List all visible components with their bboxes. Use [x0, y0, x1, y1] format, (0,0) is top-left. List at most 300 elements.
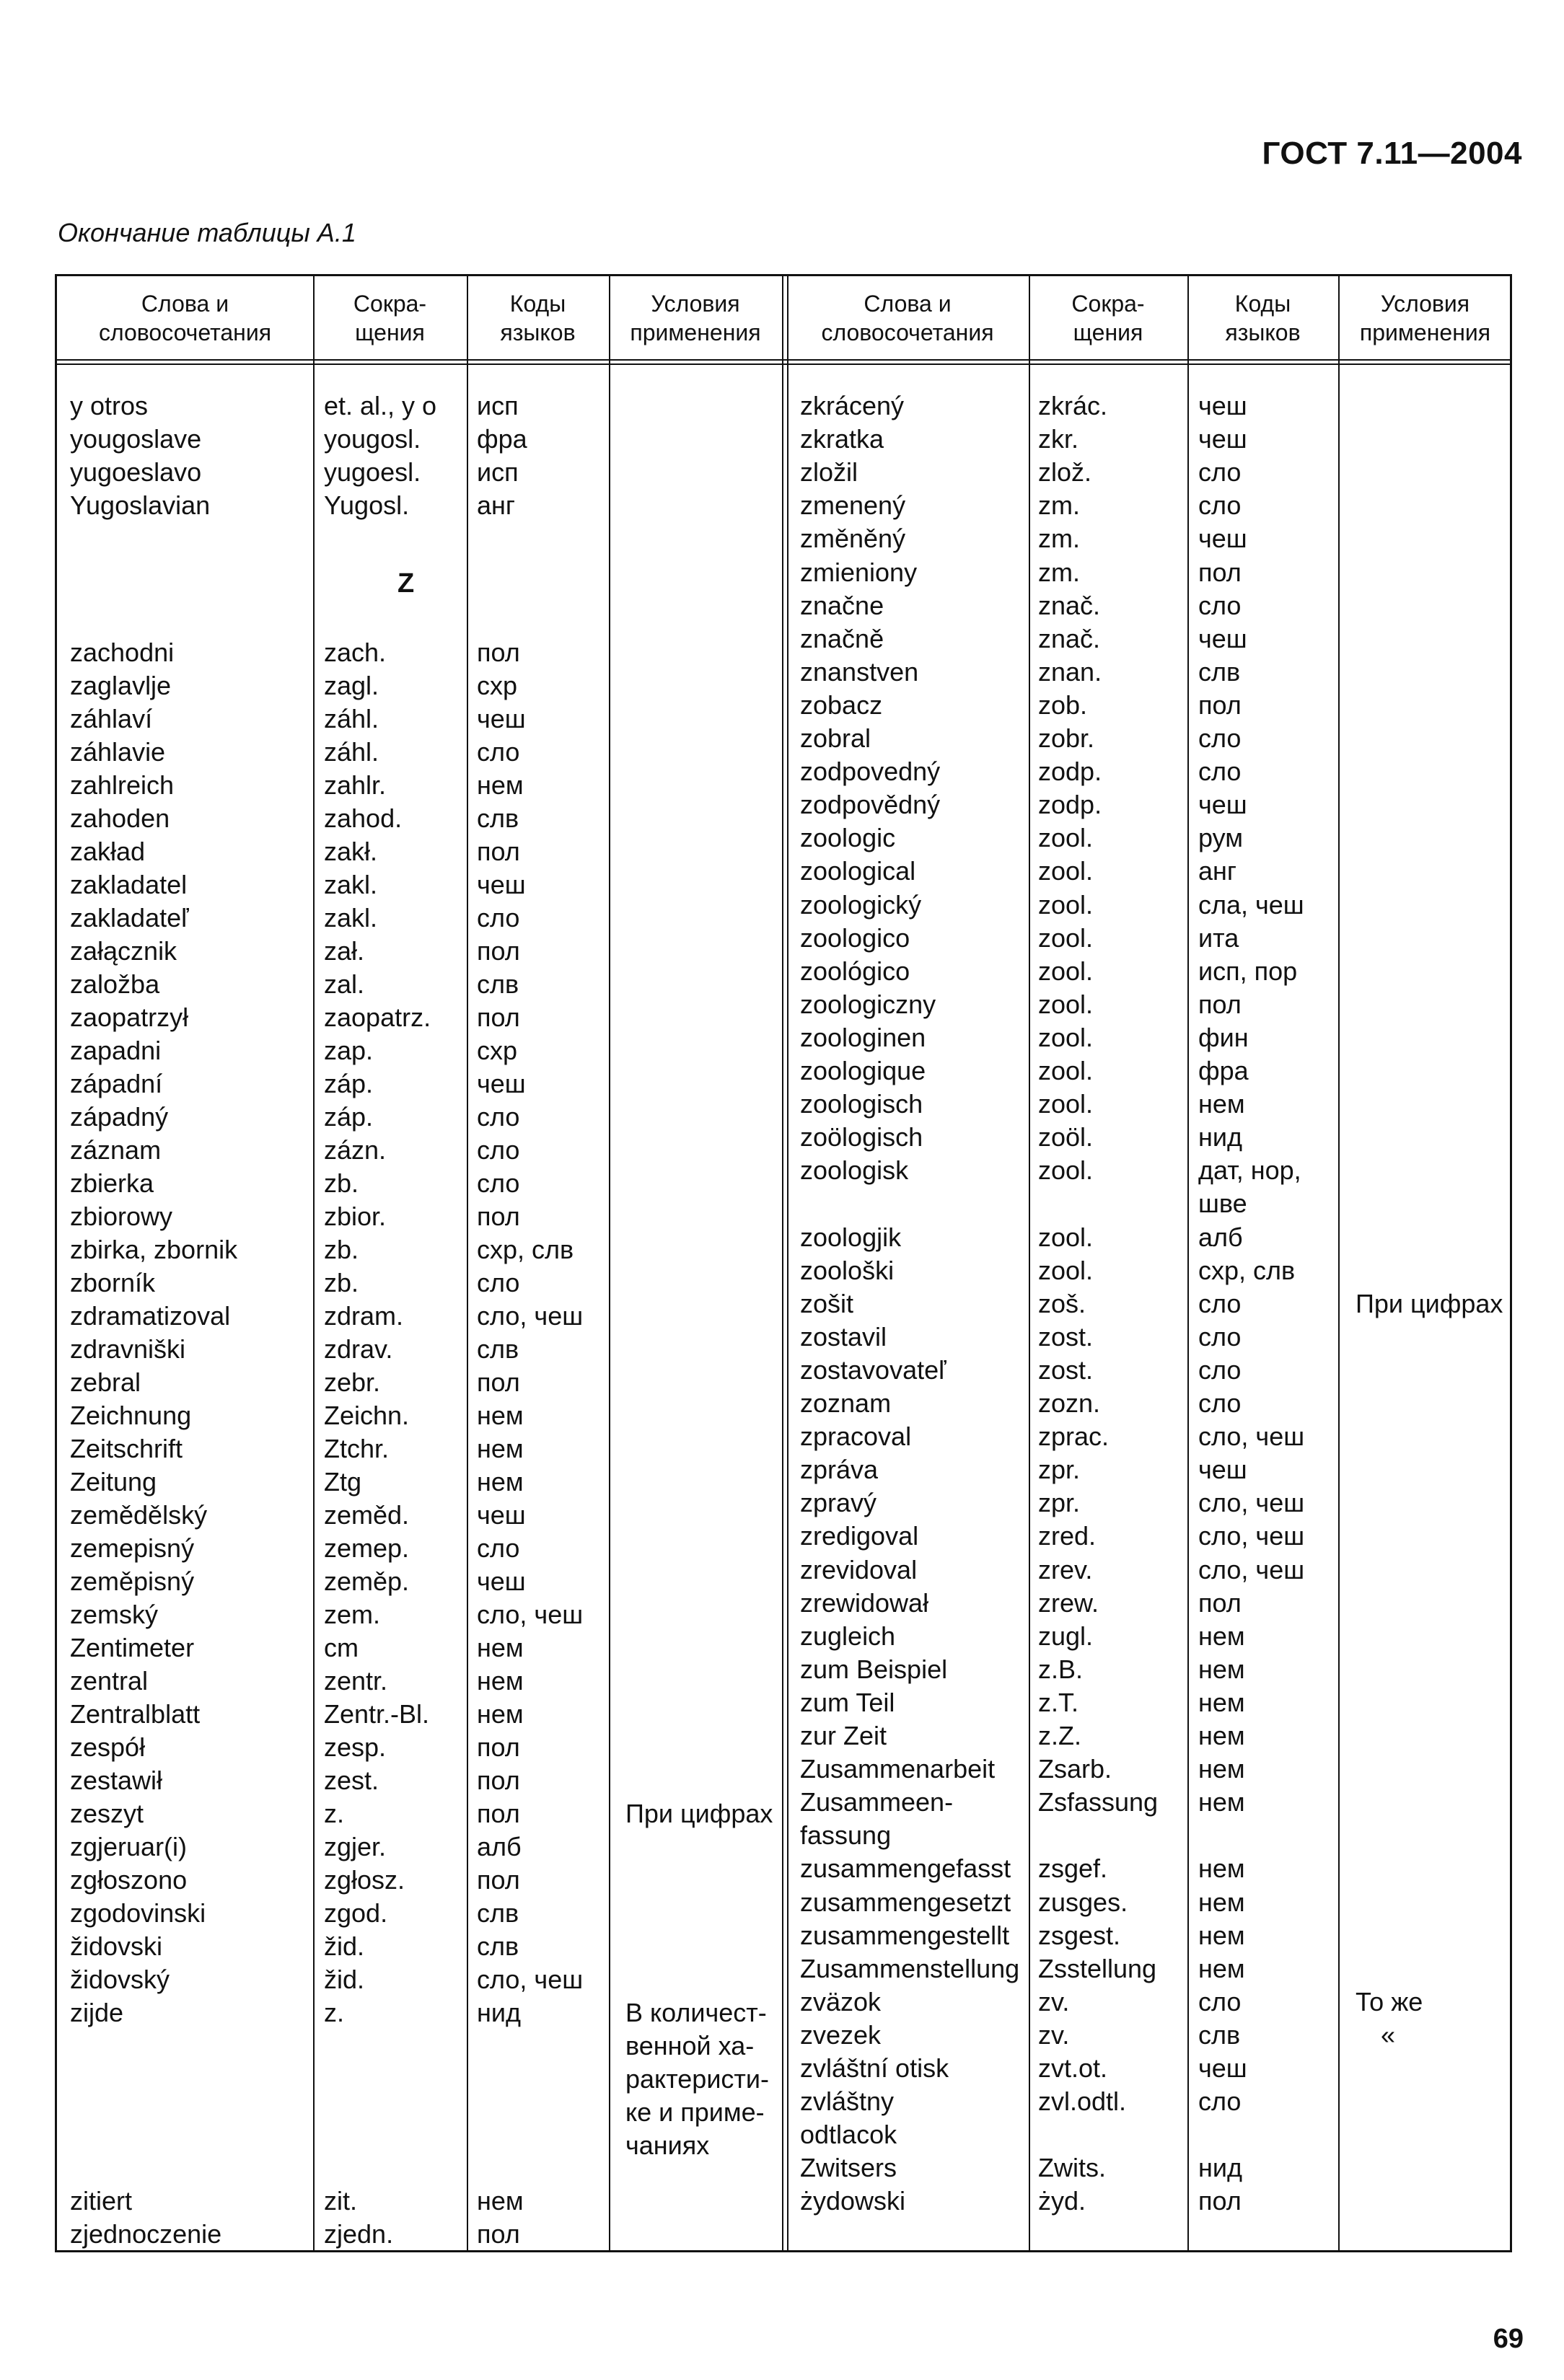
- code-cell: схр: [477, 671, 518, 700]
- abbr-cell: yougosl.: [324, 424, 421, 454]
- word-cell: zjednoczenie: [70, 2219, 222, 2249]
- col-divider: [1029, 276, 1030, 2250]
- abbr-cell: zb.: [324, 1235, 359, 1264]
- word-cell: zbierka: [70, 1168, 154, 1198]
- word-cell: Zusammenarbeit: [800, 1754, 996, 1784]
- code-cell: чеш: [477, 704, 526, 733]
- code-cell: пол: [1198, 989, 1242, 1019]
- abbr-cell: zool.: [1038, 1222, 1094, 1252]
- word-cell: zrevidoval: [800, 1554, 918, 1585]
- abbr-cell: zsgest.: [1038, 1920, 1121, 1950]
- code-cell: пол: [477, 1732, 520, 1762]
- word-cell: zodpovedný: [800, 757, 941, 787]
- word-cell: zestawił: [70, 1766, 163, 1795]
- word-cell: zaopatrzył: [70, 1002, 189, 1032]
- code-cell: чеш: [477, 1069, 526, 1098]
- abbr-cell: zv.: [1038, 2019, 1070, 2050]
- abbr-cell: zusges.: [1038, 1887, 1128, 1917]
- code-cell: сло: [477, 1135, 520, 1165]
- abbr-cell: zahlr.: [324, 770, 387, 800]
- header-cell: [1029, 289, 1187, 347]
- abbr-cell: žid.: [324, 1965, 365, 1994]
- abbr-cell: zemep.: [324, 1533, 410, 1563]
- col-divider: [313, 276, 315, 2250]
- code-cell: сло: [477, 1168, 520, 1198]
- header-line: Слова и: [141, 291, 229, 317]
- word-cell: fassung: [800, 1820, 892, 1851]
- word-cell: zijde: [70, 1998, 124, 2027]
- word-cell: zoznam: [800, 1388, 892, 1418]
- code-cell: сло: [477, 737, 520, 767]
- word-cell: odtlacok: [800, 2120, 897, 2150]
- abbr-cell: zool.: [1038, 956, 1094, 986]
- word-cell: značně: [800, 623, 884, 653]
- abbr-cell: zakl.: [324, 903, 378, 933]
- code-cell: нем: [1198, 1089, 1245, 1119]
- word-cell: zostavovateľ: [800, 1354, 946, 1385]
- word-cell: zakład: [70, 837, 146, 866]
- word-cell: zoologiczny: [800, 989, 936, 1019]
- header-line: Условия: [651, 291, 740, 317]
- code-cell: нем: [477, 1401, 524, 1430]
- code-cell: сло, чеш: [1198, 1488, 1305, 1518]
- word-cell: zaglavlje: [70, 671, 172, 700]
- word-cell: zošit: [800, 1288, 854, 1318]
- abbr-cell: zvt.ot.: [1038, 2053, 1108, 2083]
- code-cell: пол: [477, 638, 520, 667]
- word-cell: zoológico: [800, 956, 910, 986]
- word-cell: zahoden: [70, 803, 170, 833]
- code-cell: сло: [1198, 1288, 1242, 1318]
- word-cell: zakladatel: [70, 870, 188, 899]
- abbr-cell: zoöl.: [1038, 1122, 1094, 1152]
- word-cell: zvezek: [800, 2019, 882, 2050]
- abbr-cell: Yugosl.: [324, 490, 410, 520]
- code-cell: сло, чеш: [477, 1301, 584, 1331]
- abbr-cell: zal.: [324, 969, 365, 999]
- word-cell: zborník: [70, 1268, 156, 1297]
- code-cell: нем: [477, 1699, 524, 1729]
- abbr-cell: z.B.: [1038, 1654, 1084, 1684]
- abbr-cell: z.Z.: [1038, 1721, 1081, 1750]
- abbr-cell: zebr.: [324, 1367, 381, 1397]
- header-line: Слова и: [864, 291, 952, 317]
- code-cell: нем: [1198, 1721, 1245, 1750]
- word-cell: zdravniški: [70, 1334, 186, 1364]
- abbr-cell: zaopatrz.: [324, 1002, 431, 1032]
- code-cell: чеш: [1198, 623, 1247, 653]
- abbr-cell: žid.: [324, 1931, 365, 1961]
- word-cell: Zusammeen-: [800, 1787, 954, 1817]
- header-line: Коды: [509, 291, 566, 317]
- code-cell: схр, слв: [1198, 1255, 1296, 1285]
- code-cell: сло, чеш: [1198, 1521, 1305, 1551]
- code-cell: сло: [477, 903, 520, 933]
- word-cell: zusammengesetzt: [800, 1887, 1011, 1917]
- code-cell: нем: [1198, 1953, 1245, 1983]
- abbr-cell: Ztchr.: [324, 1434, 390, 1463]
- abbr-cell: z.: [324, 1998, 345, 2027]
- code-cell: сло: [1198, 590, 1242, 620]
- abbr-cell: zpr.: [1038, 1488, 1081, 1518]
- word-cell: znanstven: [800, 656, 919, 687]
- condition-line: ке и приме-: [625, 2097, 765, 2127]
- code-cell: нем: [477, 1434, 524, 1463]
- abbr-cell: znač.: [1038, 623, 1101, 653]
- table-center-divider: [782, 276, 783, 2250]
- word-cell: zoologický: [800, 889, 922, 920]
- code-cell: сло: [1198, 757, 1242, 787]
- abbr-cell: zkrác.: [1038, 391, 1108, 420]
- word-cell: zusammengestellt: [800, 1920, 1010, 1950]
- word-cell: zitiert: [70, 2186, 133, 2216]
- abbr-cell: Zsfassung: [1038, 1787, 1159, 1817]
- word-cell: zeměpisný: [70, 1566, 195, 1596]
- code-cell: пол: [477, 1865, 520, 1895]
- header-line: словосочетания: [98, 319, 272, 345]
- word-cell: zložil: [800, 457, 858, 488]
- abbr-cell: zm.: [1038, 557, 1080, 587]
- code-cell: нид: [1198, 2153, 1242, 2183]
- code-cell: сло: [1198, 2086, 1242, 2117]
- word-cell: zmieniony: [800, 557, 918, 587]
- abbr-cell: zlož.: [1038, 457, 1092, 488]
- code-cell: пол: [477, 1766, 520, 1795]
- word-cell: zemepisný: [70, 1533, 195, 1563]
- word-cell: zvláštní otisk: [800, 2053, 949, 2083]
- word-cell: zoölogisch: [800, 1122, 923, 1152]
- word-cell: zoologisk: [800, 1155, 909, 1186]
- word-cell: Yugoslavian: [70, 490, 211, 520]
- word-cell: zentral: [70, 1666, 149, 1696]
- abbr-cell: yugoesl.: [324, 457, 421, 487]
- code-cell: пол: [477, 1002, 520, 1032]
- code-cell: сло: [1198, 1986, 1242, 2017]
- code-cell: пол: [477, 1367, 520, 1397]
- word-cell: Zusammenstellung: [800, 1953, 1020, 1983]
- code-cell: исп: [477, 391, 519, 420]
- word-cell: zpráva: [800, 1455, 879, 1485]
- condition-cell: При цифрах: [625, 1799, 773, 1828]
- code-cell: нид: [477, 1998, 521, 2027]
- abbr-cell: zest.: [324, 1766, 379, 1795]
- code-cell: чеш: [477, 1566, 526, 1596]
- abbr-cell: zb.: [324, 1268, 359, 1297]
- col-divider: [1187, 276, 1189, 2250]
- word-cell: zrewidował: [800, 1587, 929, 1618]
- abbr-cell: zobr.: [1038, 723, 1095, 753]
- word-cell: zusammengefasst: [800, 1854, 1011, 1884]
- code-cell: пол: [477, 1799, 520, 1828]
- word-cell: zachodni: [70, 638, 175, 667]
- header-rule-double: [57, 363, 1510, 365]
- word-cell: zoologique: [800, 1056, 926, 1085]
- abbr-cell: zodp.: [1038, 757, 1102, 787]
- header-cell: [313, 289, 467, 347]
- code-cell: слв: [477, 969, 519, 999]
- code-cell: сло: [477, 1533, 520, 1563]
- word-cell: zahlreich: [70, 770, 175, 800]
- word-cell: yugoeslavo: [70, 457, 202, 487]
- code-cell: нем: [1198, 1787, 1245, 1817]
- code-cell: чеш: [1198, 524, 1247, 554]
- code-cell: пол: [1198, 689, 1242, 720]
- condition-line: рактеристи-: [625, 2064, 770, 2094]
- abbr-cell: zprac.: [1038, 1422, 1110, 1452]
- header-line: применения: [1359, 319, 1491, 345]
- abbr-cell: Zsarb.: [1038, 1754, 1112, 1784]
- abbr-cell: zgod.: [324, 1898, 388, 1928]
- header-line: Сокра-: [1071, 291, 1145, 317]
- abbr-cell: zentr.: [324, 1666, 388, 1696]
- condition-line: чаниях: [625, 2130, 710, 2160]
- abbr-cell: zázn.: [324, 1135, 387, 1165]
- header-line: применения: [630, 319, 761, 345]
- word-cell: y otros: [70, 391, 149, 420]
- word-cell: židovski: [70, 1931, 163, 1961]
- abbr-cell: żyd.: [1038, 2186, 1086, 2216]
- code-cell: чеш: [1198, 391, 1247, 420]
- word-cell: židovský: [70, 1965, 170, 1994]
- abbr-cell: zagl.: [324, 671, 379, 700]
- word-cell: západní: [70, 1069, 163, 1098]
- word-cell: západný: [70, 1102, 169, 1132]
- abbr-cell: zeměp.: [324, 1566, 410, 1596]
- header-rule: [57, 359, 1510, 361]
- abbr-cell: z.: [324, 1799, 345, 1828]
- word-cell: zoologic: [800, 823, 896, 853]
- abbr-cell: zsgef.: [1038, 1854, 1108, 1884]
- code-cell: фра: [477, 424, 527, 454]
- code-cell: чеш: [1198, 1455, 1247, 1485]
- code-cell: чеш: [477, 870, 526, 899]
- word-cell: zapadni: [70, 1036, 162, 1065]
- code-cell: ита: [1198, 922, 1239, 953]
- word-cell: zoological: [800, 856, 916, 886]
- code-cell: пол: [477, 1202, 520, 1231]
- word-cell: zugleich: [800, 1621, 896, 1651]
- abbr-cell: záhl.: [324, 704, 379, 733]
- code-cell: слв: [477, 1334, 519, 1364]
- word-cell: zodpovědný: [800, 790, 941, 820]
- word-cell: zkratka: [800, 424, 884, 454]
- word-cell: zkrácený: [800, 391, 905, 420]
- abbr-cell: zrew.: [1038, 1587, 1099, 1618]
- code-cell: нем: [1198, 1687, 1245, 1717]
- code-cell: фра: [1198, 1056, 1249, 1085]
- abbr-cell: zost.: [1038, 1321, 1094, 1352]
- code-cell: чеш: [1198, 424, 1247, 454]
- abbr-cell: zahod.: [324, 803, 403, 833]
- abbr-cell: zool.: [1038, 989, 1094, 1019]
- code-cell: шве: [1198, 1189, 1247, 1219]
- code-cell: нем: [477, 2186, 524, 2216]
- word-cell: zgodovinski: [70, 1898, 206, 1928]
- col-divider: [467, 276, 468, 2250]
- word-cell: zgjeruar(i): [70, 1832, 188, 1861]
- abbr-cell: zob.: [1038, 689, 1088, 720]
- code-cell: пол: [477, 936, 520, 966]
- word-cell: zum Beispiel: [800, 1654, 948, 1684]
- word-cell: značne: [800, 590, 884, 620]
- abbr-cell: zjedn.: [324, 2219, 394, 2249]
- header-line: Сокра-: [353, 291, 427, 317]
- abbr-cell: Zwits.: [1038, 2153, 1106, 2183]
- word-cell: zobral: [800, 723, 871, 753]
- header-line: словосочетания: [821, 319, 994, 345]
- abbr-cell: zost.: [1038, 1354, 1094, 1385]
- abbr-cell: zool.: [1038, 889, 1094, 920]
- code-cell: нем: [477, 1467, 524, 1497]
- code-cell: алб: [477, 1832, 522, 1861]
- abbr-cell: zeměd.: [324, 1500, 410, 1530]
- abbr-cell: zool.: [1038, 1089, 1094, 1119]
- word-cell: zobacz: [800, 689, 883, 720]
- abbr-cell: zdrav.: [324, 1334, 393, 1364]
- code-cell: нем: [1198, 1621, 1245, 1651]
- code-cell: слв: [1198, 2019, 1241, 2050]
- code-cell: сло: [477, 1102, 520, 1132]
- code-cell: нем: [1198, 1920, 1245, 1950]
- col-divider: [609, 276, 610, 2250]
- code-cell: нем: [1198, 1887, 1245, 1917]
- code-cell: исп, пор: [1198, 956, 1298, 986]
- word-cell: záznam: [70, 1135, 162, 1165]
- word-cell: zredigoval: [800, 1521, 919, 1551]
- code-cell: сло: [1198, 457, 1242, 488]
- abbr-cell: zał.: [324, 936, 365, 966]
- abbr-cell: et. al., y o: [324, 391, 437, 420]
- word-cell: zum Teil: [800, 1687, 895, 1717]
- code-cell: пол: [1198, 1587, 1242, 1618]
- code-cell: рум: [1198, 823, 1243, 853]
- code-cell: сло: [1198, 1354, 1242, 1385]
- abbr-cell: zool.: [1038, 823, 1094, 853]
- code-cell: пол: [477, 2219, 520, 2249]
- abbr-cell: z.T.: [1038, 1687, 1079, 1717]
- abbr-cell: zgjer.: [324, 1832, 387, 1861]
- word-cell: żydowski: [800, 2186, 906, 2216]
- header-line: языков: [1225, 319, 1301, 345]
- abbr-cell: zb.: [324, 1168, 359, 1198]
- code-cell: пол: [477, 837, 520, 866]
- word-cell: zostavil: [800, 1321, 887, 1352]
- code-cell: анг: [1198, 856, 1237, 886]
- code-cell: исп: [477, 457, 519, 487]
- header-cell: [57, 289, 313, 347]
- condition-cell: То же: [1356, 1986, 1423, 2017]
- word-cell: zakladateľ: [70, 903, 189, 933]
- code-cell: фин: [1198, 1022, 1249, 1052]
- abbr-cell: cm: [324, 1633, 359, 1662]
- header-line: щения: [355, 319, 425, 345]
- abbr-cell: zool.: [1038, 1056, 1094, 1085]
- header-line: щения: [1073, 319, 1143, 345]
- abbr-cell: zrev.: [1038, 1554, 1093, 1585]
- abbr-cell: zool.: [1038, 1155, 1094, 1186]
- word-cell: Zentralblatt: [70, 1699, 201, 1729]
- code-cell: сло: [1198, 490, 1242, 521]
- condition-cell: «: [1381, 2019, 1396, 2050]
- code-cell: сло, чеш: [1198, 1422, 1305, 1452]
- word-cell: zbirka, zbornik: [70, 1235, 238, 1264]
- code-cell: анг: [477, 490, 516, 520]
- word-cell: zemědělský: [70, 1500, 208, 1530]
- abbr-cell: záhl.: [324, 737, 379, 767]
- header-cell: [786, 289, 1029, 347]
- abbr-cell: zm.: [1038, 524, 1080, 554]
- abbr-cell: zvl.odtl.: [1038, 2086, 1127, 2117]
- abbr-cell: zred.: [1038, 1521, 1097, 1551]
- header-line: Коды: [1234, 291, 1291, 317]
- col-divider: [1338, 276, 1340, 2250]
- abbr-cell: zozn.: [1038, 1388, 1101, 1418]
- code-cell: сло, чеш: [1198, 1554, 1305, 1585]
- word-cell: změněný: [800, 524, 906, 554]
- word-cell: zoologisch: [800, 1089, 923, 1119]
- code-cell: нем: [1198, 1654, 1245, 1684]
- word-cell: zgłoszono: [70, 1865, 188, 1895]
- code-cell: сло, чеш: [477, 1965, 584, 1994]
- header-cell: [1338, 289, 1512, 347]
- abbr-cell: zdram.: [324, 1301, 404, 1331]
- code-cell: сло: [1198, 1388, 1242, 1418]
- condition-cell: При цифрах: [1356, 1288, 1503, 1318]
- abbr-cell: zoš.: [1038, 1288, 1086, 1318]
- word-cell: zdramatizoval: [70, 1301, 231, 1331]
- word-cell: zbiorowy: [70, 1202, 173, 1231]
- word-cell: zeszyt: [70, 1799, 144, 1828]
- abbr-cell: zakl.: [324, 870, 378, 899]
- abbreviation-table: [55, 274, 1512, 2252]
- word-cell: yougoslave: [70, 424, 202, 454]
- abbr-cell: Ztg: [324, 1467, 362, 1497]
- header-line: языков: [500, 319, 576, 345]
- code-cell: сло: [1198, 1321, 1242, 1352]
- abbr-cell: Zeichn.: [324, 1401, 410, 1430]
- word-cell: Zwitsers: [800, 2153, 897, 2183]
- word-cell: Zeichnung: [70, 1401, 192, 1430]
- abbr-cell: zbior.: [324, 1202, 387, 1231]
- abbr-cell: záp.: [324, 1069, 374, 1098]
- code-cell: слв: [1198, 656, 1241, 687]
- word-cell: zur Zeit: [800, 1721, 887, 1750]
- word-cell: zebral: [70, 1367, 141, 1397]
- abbr-cell: zesp.: [324, 1732, 387, 1762]
- abbr-cell: Zentr.-Bl.: [324, 1699, 430, 1729]
- word-cell: záhlavie: [70, 737, 166, 767]
- word-cell: zespół: [70, 1732, 146, 1762]
- word-cell: Zeitschrift: [70, 1434, 183, 1463]
- code-cell: пол: [1198, 557, 1242, 587]
- code-cell: чеш: [477, 1500, 526, 1530]
- header-cell: [1187, 289, 1338, 347]
- code-cell: нем: [1198, 1854, 1245, 1884]
- condition-line: В количест-: [625, 1998, 767, 2027]
- word-cell: Zentimeter: [70, 1633, 195, 1662]
- abbr-cell: zodp.: [1038, 790, 1102, 820]
- code-cell: нид: [1198, 1122, 1242, 1152]
- abbr-cell: záp.: [324, 1102, 374, 1132]
- word-cell: zoologico: [800, 922, 910, 953]
- word-cell: zpravý: [800, 1488, 877, 1518]
- word-cell: zväzok: [800, 1986, 882, 2017]
- word-cell: Zeitung: [70, 1467, 157, 1497]
- code-cell: алб: [1198, 1222, 1243, 1252]
- code-cell: сла, чеш: [1198, 889, 1304, 920]
- abbr-cell: zool.: [1038, 1255, 1094, 1285]
- code-cell: пол: [1198, 2186, 1242, 2216]
